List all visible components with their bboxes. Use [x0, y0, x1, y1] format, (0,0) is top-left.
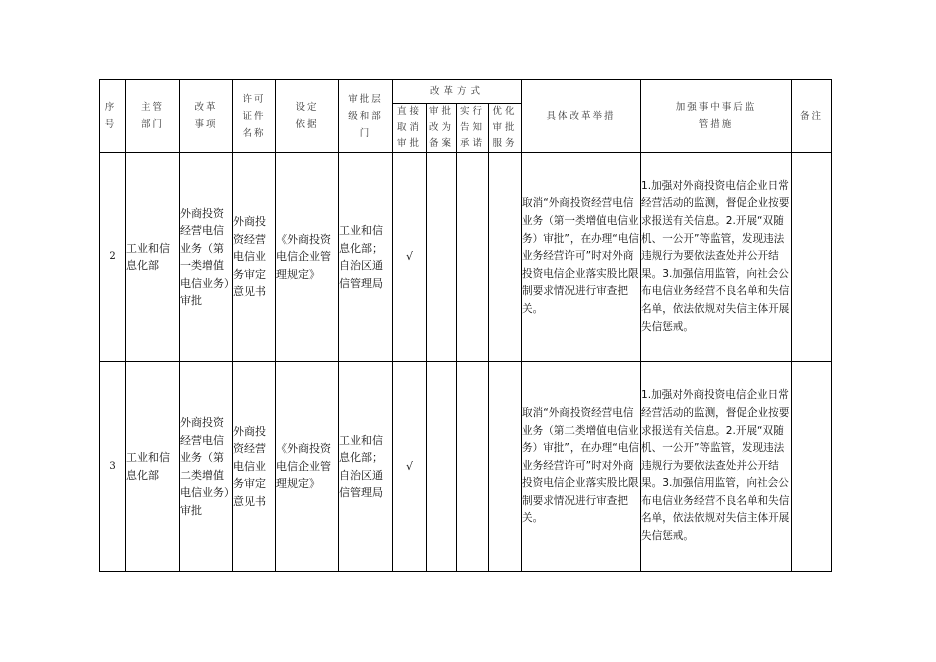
cell-seq: 2	[100, 153, 126, 362]
header-reform-mode: 改革方式	[393, 80, 522, 104]
header-supervision: 加强事中事后监管措施	[641, 80, 792, 153]
cell-supervision: 1.加强对外商投资电信企业日常经营活动的监测，督促企业按要求报送有关信息。2.开展“双随机、一公开”等监管，发现违法违规行为要依法查处并公开结果。3.加强信用监管，向社会公布电信业务经营不良名单和失信名单，依法依规对失信主体开展失信惩戒。	[641, 153, 792, 362]
cell-measures: 取消“外商投资经营电信业务（第二类增值电信业务）审批”，在办理“电信业务经营许可”时对外商投资电信企业落实股比限制要求情况进行审查把关。	[522, 362, 641, 572]
header-measures: 具体改革举措	[522, 80, 641, 153]
header-mode-filing: 审批改为备案	[427, 104, 457, 153]
cell-item: 外商投资经营电信业务（第二类增值电信业务）审批	[180, 362, 233, 572]
cell-item: 外商投资经营电信业务（第一类增值电信业务）审批	[180, 153, 233, 362]
cell-seq: 3	[100, 362, 126, 572]
cell-dept: 工业和信息化部	[126, 362, 180, 572]
cell-mode-optimize	[489, 153, 522, 362]
table-row	[100, 362, 832, 572]
header-dept: 主管部门	[126, 80, 180, 153]
cell-remarks	[792, 362, 832, 572]
cell-mode-cancel: √	[393, 362, 427, 572]
header-license: 许可证件名称	[233, 80, 276, 153]
cell-basis: 《外商投资电信企业管理规定》	[276, 362, 339, 572]
cell-level: 工业和信息化部；自治区通信管理局	[339, 153, 393, 362]
header-mode-cancel: 直接取消审批	[393, 104, 427, 153]
cell-measures: 取消“外商投资经营电信业务（第一类增值电信业务）审批”，在办理“电信业务经营许可”时对外商投资电信企业落实股比限制要求情况进行审查把关。	[522, 153, 641, 362]
cell-mode-notify	[457, 362, 489, 572]
header-item: 改革事项	[180, 80, 233, 153]
cell-level: 工业和信息化部；自治区通信管理局	[339, 362, 393, 572]
header-row	[100, 80, 832, 104]
cell-dept: 工业和信息化部	[126, 153, 180, 362]
table-row	[100, 153, 832, 362]
cell-license: 外商投资经营电信业务审定意见书	[233, 153, 276, 362]
reform-table	[99, 79, 832, 572]
header-level: 审批层级和部门	[339, 80, 393, 153]
cell-mode-notify	[457, 153, 489, 362]
cell-basis: 《外商投资电信企业管理规定》	[276, 153, 339, 362]
header-seq: 序号	[100, 80, 126, 153]
cell-supervision: 1.加强对外商投资电信企业日常经营活动的监测，督促企业按要求报送有关信息。2.开展“双随机、一公开”等监管，发现违法违规行为要依法查处并公开结果。3.加强信用监管，向社会公布电信业务经营不良名单和失信名单，依法依规对失信主体开展失信惩戒。	[641, 362, 792, 572]
cell-mode-cancel: √	[393, 153, 427, 362]
cell-mode-optimize	[489, 362, 522, 572]
header-mode-optimize: 优化审批服务	[489, 104, 522, 153]
header-remarks: 备注	[792, 80, 832, 153]
cell-mode-filing	[427, 362, 457, 572]
cell-mode-filing	[427, 153, 457, 362]
header-basis: 设定依据	[276, 80, 339, 153]
cell-license: 外商投资经营电信业务审定意见书	[233, 362, 276, 572]
cell-remarks	[792, 153, 832, 362]
header-mode-notify: 实行告知承诺	[457, 104, 489, 153]
